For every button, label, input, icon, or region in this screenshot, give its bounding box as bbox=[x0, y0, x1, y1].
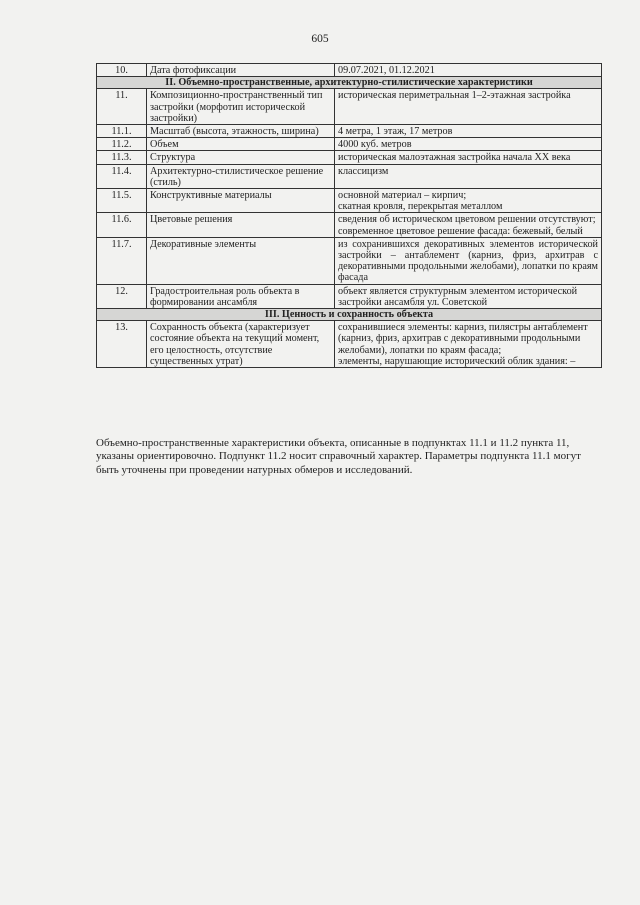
characteristic-value bbox=[335, 89, 602, 125]
row-number: 12. bbox=[97, 284, 147, 308]
section-header-row bbox=[97, 309, 602, 321]
value-line: из сохранившихся декоративных элементов исторической застройки – антаблемент (карниз, фриз, архитрав с декоративными продольными желобами), лопатки по краям фасада bbox=[338, 238, 598, 284]
value-line: современное цветовое решение фасада: бежевый, белый bbox=[338, 225, 583, 237]
value-line: основной материал – кирпич; bbox=[338, 190, 467, 202]
characteristic-value bbox=[335, 125, 602, 138]
characteristic-value bbox=[335, 151, 602, 164]
row-number: 11.2. bbox=[97, 138, 147, 151]
row-number: 11.4. bbox=[97, 164, 147, 188]
value-line: 09.07.2021, 01.12.2021 bbox=[338, 65, 435, 76]
characteristic-value bbox=[335, 321, 602, 368]
row-number: 11.5. bbox=[97, 189, 147, 213]
value-line: скатная кровля, перекрытая металлом bbox=[338, 201, 503, 213]
value-line: классицизм bbox=[338, 165, 389, 177]
table-row bbox=[97, 64, 602, 77]
table-body bbox=[97, 64, 602, 368]
table-row bbox=[97, 284, 602, 308]
table-row bbox=[97, 89, 602, 125]
value-line: 4 метра, 1 этаж, 17 метров bbox=[338, 126, 453, 138]
characteristic-name: Конструктивные материалы bbox=[147, 189, 335, 213]
row-number: 13. bbox=[97, 321, 147, 368]
value-line: сохранившиеся элементы: карниз, пилястры антаблемент (карниз, фриз, архитрав с декоративными продольными желобами), лопатки по краям фасада; bbox=[338, 322, 588, 356]
page-number: 605 bbox=[311, 33, 329, 45]
value-line: сведения об историческом цветовом решении отсутствуют; bbox=[338, 214, 596, 226]
table-row bbox=[97, 138, 602, 151]
characteristic-name: Сохранность объекта (характеризует состояние объекта на текущий момент, его целостность, отсутствие существенных утрат) bbox=[147, 321, 335, 368]
characteristic-value bbox=[335, 189, 602, 213]
table-row bbox=[97, 151, 602, 164]
footnote-paragraph: Объемно-пространственные характеристики объекта, описанные в подпунктах 11.1 и 11.2 пункта 11, указаны ориентировочно. Подпункт 11.2 носит справочный характер. Параметры подпункта 11.1 могут быть уточнены при проведении натурных обмеров и исследований. bbox=[96, 437, 581, 476]
characteristic-name: Дата фотофиксации bbox=[147, 64, 335, 77]
characteristics-table bbox=[96, 63, 602, 368]
row-number: 10. bbox=[97, 64, 147, 77]
value-line: элементы, нарушающие исторический облик здания: – bbox=[338, 355, 576, 367]
table-row bbox=[97, 321, 602, 368]
characteristic-name: Структура bbox=[147, 151, 335, 164]
value-line: историческая периметральная 1–2-этажная застройка bbox=[338, 90, 571, 102]
row-number: 11.3. bbox=[97, 151, 147, 164]
table-row bbox=[97, 213, 602, 237]
value-line: 4000 куб. метров bbox=[338, 139, 412, 151]
characteristic-value bbox=[335, 164, 602, 188]
table-row bbox=[97, 237, 602, 284]
table-row bbox=[97, 189, 602, 213]
table-row bbox=[97, 164, 602, 188]
row-number: 11. bbox=[97, 89, 147, 125]
characteristic-value bbox=[335, 138, 602, 151]
characteristic-value bbox=[335, 64, 602, 77]
characteristic-name: Декоративные элементы bbox=[147, 237, 335, 284]
characteristic-value bbox=[335, 213, 602, 237]
value-line: историческая малоэтажная застройка начала XX века bbox=[338, 152, 571, 164]
characteristic-name: Архитектурно-стилистическое решение (стиль) bbox=[147, 164, 335, 188]
characteristic-name: Цветовые решения bbox=[147, 213, 335, 237]
row-number: 11.6. bbox=[97, 213, 147, 237]
section-header-row bbox=[97, 77, 602, 89]
characteristic-name: Объем bbox=[147, 138, 335, 151]
row-number: 11.7. bbox=[97, 237, 147, 284]
characteristic-name: Градостроительная роль объекта в формировании ансамбля bbox=[147, 284, 335, 308]
section-title: III. Ценность и сохранность объекта bbox=[97, 309, 602, 321]
characteristic-value bbox=[335, 237, 602, 284]
row-number: 11.1. bbox=[97, 125, 147, 138]
table-row bbox=[97, 125, 602, 138]
characteristic-name: Масштаб (высота, этажность, ширина) bbox=[147, 125, 335, 138]
characteristic-value bbox=[335, 284, 602, 308]
value-line: объект является структурным элементом исторической застройки ансамбля ул. Советской bbox=[338, 285, 578, 308]
section-title: II. Объемно-пространственные, архитектурно-стилистические характеристики bbox=[97, 77, 602, 89]
characteristic-name: Композиционно-пространственный тип застройки (морфотип исторической застройки) bbox=[147, 89, 335, 125]
